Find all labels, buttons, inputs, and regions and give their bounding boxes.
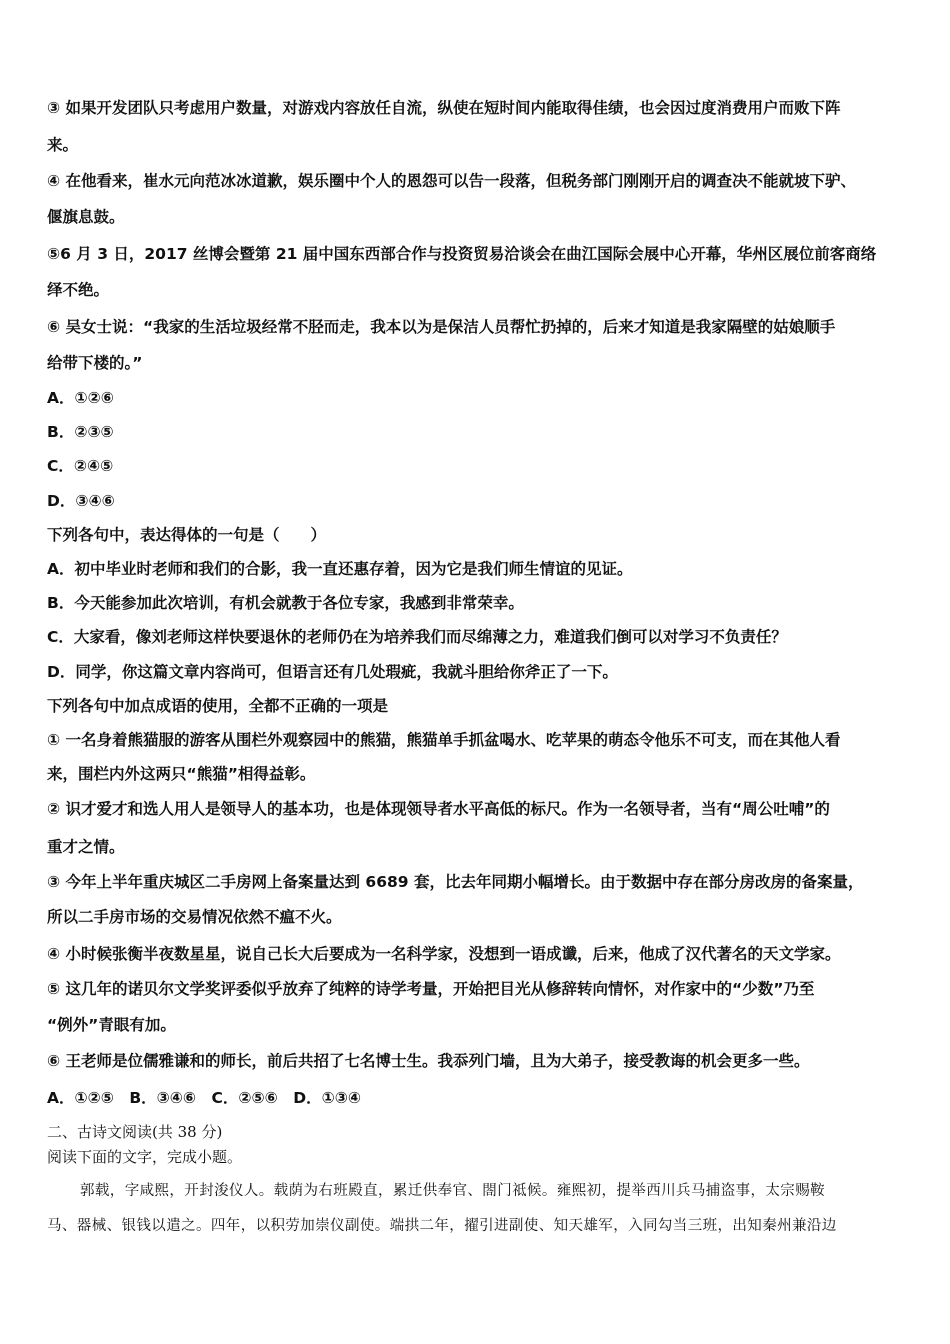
q3-sentence-4-line-1: ④ 小时候张衡半夜数星星，说自己长大后要成为一名科学家，没想到一语成谶，后来，他成了汉代著名的天文学家。 xyxy=(47,945,841,963)
q3-stem: 下列各句中加点成语的使用，全都不正确的一项是 xyxy=(47,697,389,715)
q1-sentence-6-line-1: ⑥ 吴女士说：“我家的生活垃圾经常不胫而走，我本以为是保洁人员帮忙扔掉的，后来才知道是我家隔壁的姑娘顺手 xyxy=(47,318,836,336)
q3-sentence-2-line-1: ② 识才爱才和选人用人是领导人的基本功，也是体现领导者水平高低的标尺。作为一名领导者，当有“周公吐哺”的 xyxy=(47,800,830,818)
q2-option-c: C．大家看，像刘老师这样快要退休的老师仍在为培养我们而尽绵薄之力，难道我们倒可以对学习不负责任？ xyxy=(47,628,787,646)
q1-sentence-3-line-2: 来。 xyxy=(47,136,79,154)
q1-sentence-3-line-1: ③ 如果开发团队只考虑用户数量，对游戏内容放任自流，纵使在短时间内能取得佳绩，也会因过度消费用户而败下阵 xyxy=(47,99,841,117)
q3-sentence-6-line-1: ⑥ 王老师是位儒雅谦和的师长，前后共招了七名博士生。我忝列门墙，且为大弟子，接受教诲的机会更多一些。 xyxy=(47,1052,810,1070)
q1-option-d: D．③④⑥ xyxy=(47,492,115,510)
q1-sentence-5-line-1: ⑤6 月 3 日，2017 丝博会暨第 21 届中国东西部合作与投资贸易洽谈会在曲江国际会展中心开幕，华州区展位前客商络 xyxy=(47,245,877,263)
q3-sentence-2-line-2: 重才之情。 xyxy=(47,838,125,856)
q1-option-c: C．②④⑤ xyxy=(47,457,114,475)
section-instruction: 阅读下面的文字，完成小题。 xyxy=(47,1148,243,1166)
q2-option-d: D．同学，你这篇文章内容尚可，但语言还有几处瑕疵，我就斗胆给你斧正了一下。 xyxy=(47,663,618,681)
q1-sentence-4-line-2: 偃旗息鼓。 xyxy=(47,208,125,226)
section-heading: 二、古诗文阅读(共 38 分) xyxy=(47,1123,223,1141)
q1-option-a: A．①②⑥ xyxy=(47,389,114,407)
passage-line-2: 马、器械、银钱以遣之。四年，以积劳加崇仪副使。端拱二年，擢引进副使、知天雄军，入同勾当三班，出知秦州兼沿边 xyxy=(47,1218,837,1234)
q1-sentence-4-line-1: ④ 在他看来，崔水元向范冰冰道歉，娱乐圈中个人的恩怨可以告一段落，但税务部门刚刚开启的调查决不能就坡下驴、 xyxy=(47,172,857,190)
q3-sentence-1-line-1: ① 一名身着熊猫服的游客从围栏外观察园中的熊猫，熊猫单手抓盆喝水、吃苹果的萌态令他乐不可支，而在其他人看 xyxy=(47,731,841,749)
q2-option-b: B．今天能参加此次培训，有机会就教于各位专家，我感到非常荣幸。 xyxy=(47,594,524,612)
q3-sentence-5-line-2: “例外”青眼有加。 xyxy=(47,1016,176,1034)
q2-option-a: A．初中毕业时老师和我们的合影，我一直还惠存着，因为它是我们师生情谊的见证。 xyxy=(47,560,633,578)
q1-option-b: B．②③⑤ xyxy=(47,423,114,441)
passage-line-1: 郭载，字咸熙，开封浚仪人。载荫为右班殿直，累迁供奉官、閤门祗候。雍熙初，提举西川兵马捕盗事，太宗赐鞍 xyxy=(80,1183,825,1199)
q1-sentence-5-line-2: 绎不绝。 xyxy=(47,281,110,299)
q3-sentence-3-line-1: ③ 今年上半年重庆城区二手房网上备案量达到 6689 套，比去年同期小幅增长。由于数据中存在部分房改房的备案量， xyxy=(47,873,864,891)
q3-options: A．①②⑤ B．③④⑥ C．②⑤⑥ D．①③④ xyxy=(47,1089,362,1107)
q3-sentence-5-line-1: ⑤ 这几年的诺贝尔文学奖评委似乎放弃了纯粹的诗学考量，开始把目光从修辞转向情怀，对作家中的“少数”乃至 xyxy=(47,980,815,998)
q1-sentence-6-line-2: 给带下楼的。” xyxy=(47,354,143,372)
q3-sentence-1-line-2: 来，围栏内外这两只“熊猫”相得益彰。 xyxy=(47,765,316,783)
q2-stem: 下列各句中，表达得体的一句是（ ） xyxy=(47,526,327,544)
q3-sentence-3-line-2: 所以二手房市场的交易情况依然不瘟不火。 xyxy=(47,908,342,926)
